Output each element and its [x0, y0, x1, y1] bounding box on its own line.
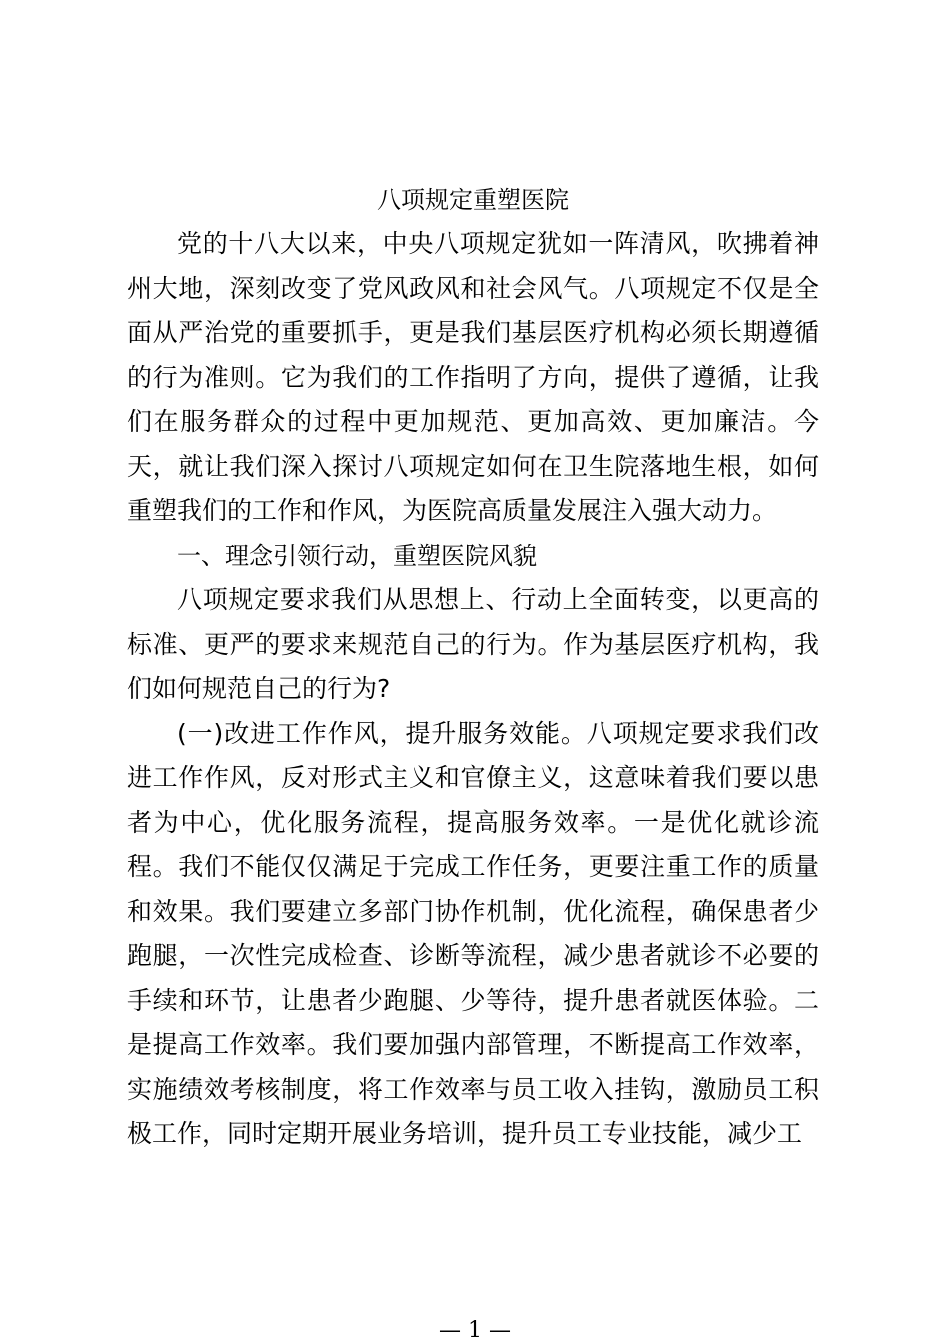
- document-title: 八项规定重塑医院: [377, 186, 569, 214]
- section-paragraph: 八项规定要求我们从思想上、行动上全面转变，以更高的标准、更严的要求来规范自己的行为。作为基层医疗机构，我们如何规范自己的行为?: [127, 585, 819, 703]
- subsection-paragraph: (一)改进工作作风，提升服务效能。八项规定要求我们改进工作作风，反对形式主义和官僚主义，这意味着我们要以患者为中心，优化服务流程，提高服务效率。一是优化就诊流程。我们不能仅仅满足于完成工作任务，更要注重工作的质量和效果。我们要建立多部门协作机制，优化流程，确保患者少跑腿，一次性完成检查、诊断等流程，减少患者就诊不必要的手续和环节，让患者少跑腿、少等待，提升患者就医体验。二是提高工作效率。我们要加强内部管理，不断提高工作效率，实施绩效考核制度，将工作效率与员工收入挂钩，激励员工积极工作，同时定期开展业务培训，提升员工专业技能，减少工: [127, 718, 819, 1148]
- document-body: [127, 178, 819, 1157]
- section-heading: 一、理念引领行动，重塑医院风貌: [177, 541, 537, 570]
- intro-paragraph: 党的十八大以来，中央八项规定犹如一阵清风，吹拂着神州大地，深刻改变了党风政风和社会风气。八项规定不仅是全面从严治党的重要抓手，更是我们基层医疗机构必须长期遵循的行为准则。它为我们的工作指明了方向，提供了遵循，让我们在服务群众的过程中更加规范、更加高效、更加廉洁。今天，就让我们深入探讨八项规定如何在卫生院落地生根，如何重塑我们的工作和作风，为医院高质量发展注入强大动力。: [127, 229, 819, 525]
- page-number: — 1 —: [439, 1318, 511, 1343]
